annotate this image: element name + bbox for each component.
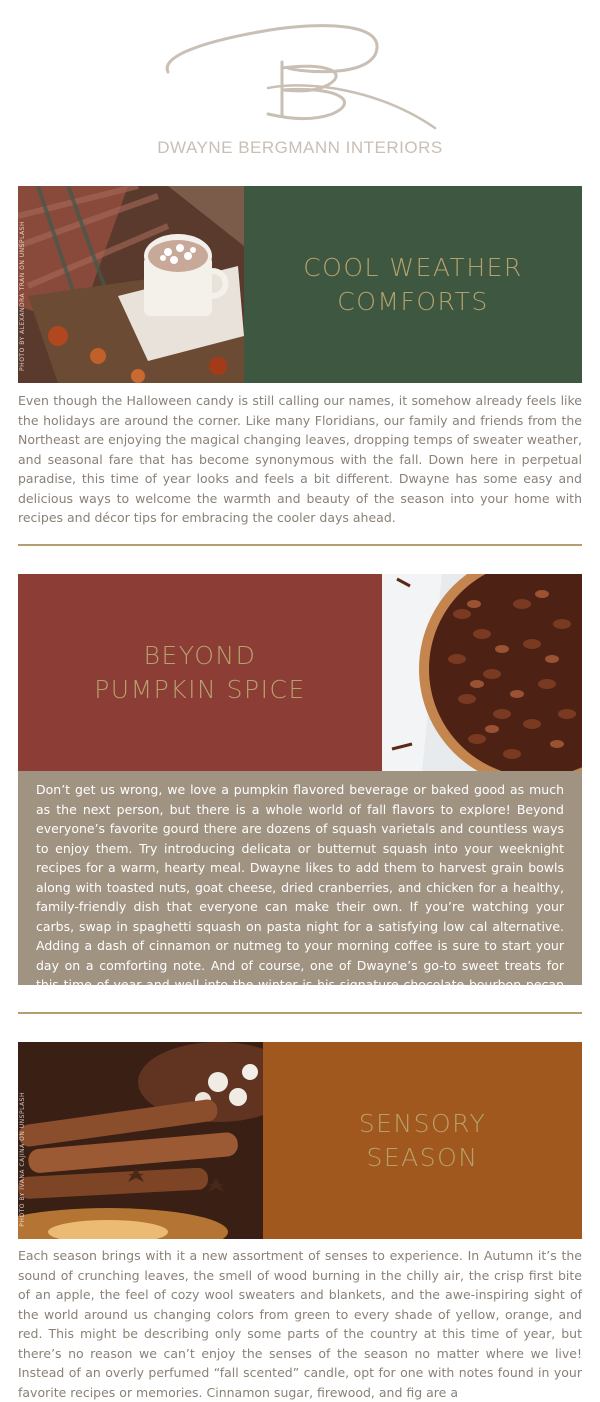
section-title-panel: [18, 574, 382, 771]
section-body-text: Don’t get us wrong, we love a pumpkin flavored beverage or baked good as much as the next person, but there is a whole world of fall flavors to explore! Beyond everyone’s favorite gourd there are dozens of squash varietals and countless ways to enjoy them. Try introducing delicata or butternut squash into your weeknight recipes for a warm, hearty meal. Dwayne likes to add them to harvest grain bowls along with toasted nuts, goat cheese, dried cranberries, and chicken for a healthy, family-friendly dish that everyone can make their own. If you’re watching your carbs, swap in spaghetti squash on pasta night for a satisfying low cal alternative. Adding a dash of cinnamon or nutmeg to your morning coffee is sure to start your day on a comforting note. And of course, one of Dwayne’s go-to sweet treats for this time of year and well into the winter is his signature chocolate bourbon pecan pie which oozes with coziness.: [36, 782, 564, 1012]
photo-credit: PHOTO BY IVANA CAJINA ON UNSPLASH: [19, 1092, 26, 1227]
brand-name: DWAYNE BERGMANN INTERIORS: [157, 138, 443, 157]
section-cool-weather-hero: [18, 186, 582, 383]
hot-cocoa-photo: [18, 186, 244, 383]
section-title-panel: [263, 1042, 582, 1239]
section-pumpkin-spice-hero: [18, 574, 582, 771]
section-title: BEYOND PUMPKIN SPICE: [94, 640, 306, 704]
pecan-pie-photo: [382, 574, 582, 771]
cinnamon-image: [18, 1042, 263, 1239]
section-title: SENSORY SEASON: [358, 1108, 487, 1172]
section-divider: [18, 1012, 582, 1014]
brand-header: [0, 0, 600, 175]
section-sensory-hero: [18, 1042, 582, 1239]
section-text-box: [18, 771, 582, 1012]
section-divider: [18, 544, 582, 546]
section-body-text: Each season brings with it a new assortment of senses to experience. In Autumn it’s the sound of crunching leaves, the smell of wood burning in the chilly air, the crisp first bite of an apple, the feel of cozy wool sweaters and blankets, and the awe-inspiring sight of the world around us changing colors from green to every shade of yellow, orange, and red. This might be describing only some parts of the country at this time of year, but there’s no reason we can’t enjoy the senses of the season no matter where we live! Instead of an overly perfumed “fall scented” candle, opt for one with notes found in your favorite recipes or memories. Cinnamon sugar, firewood, and fig are a: [18, 1248, 582, 1400]
pecan-pie-image: [382, 574, 582, 771]
section-title: COOL WEATHER COMFORTS: [303, 252, 523, 316]
photo-credit: PHOTO BY ALEXANDRA TRAN ON UNSPLASH: [19, 221, 26, 371]
monogram-logo-icon: [150, 10, 450, 135]
section-title-panel: [244, 186, 582, 383]
hot-cocoa-image: [18, 186, 244, 383]
cinnamon-photo: [18, 1042, 263, 1239]
section-body-text: Even though the Halloween candy is still calling our names, it somehow already feels like the holidays are around the corner. Like many Floridians, our family and friends from the Northeast are enjoying the magical changing leaves, dropping temps of sweater weather, and seasonal fare that has become synonymous with the fall. Down here in perpetual paradise, this time of year looks and feels a bit different. Dwayne has some easy and delicious ways to welcome the warmth and beauty of the season into your home with recipes and décor tips for embracing the cooler days ahead.: [18, 393, 582, 525]
